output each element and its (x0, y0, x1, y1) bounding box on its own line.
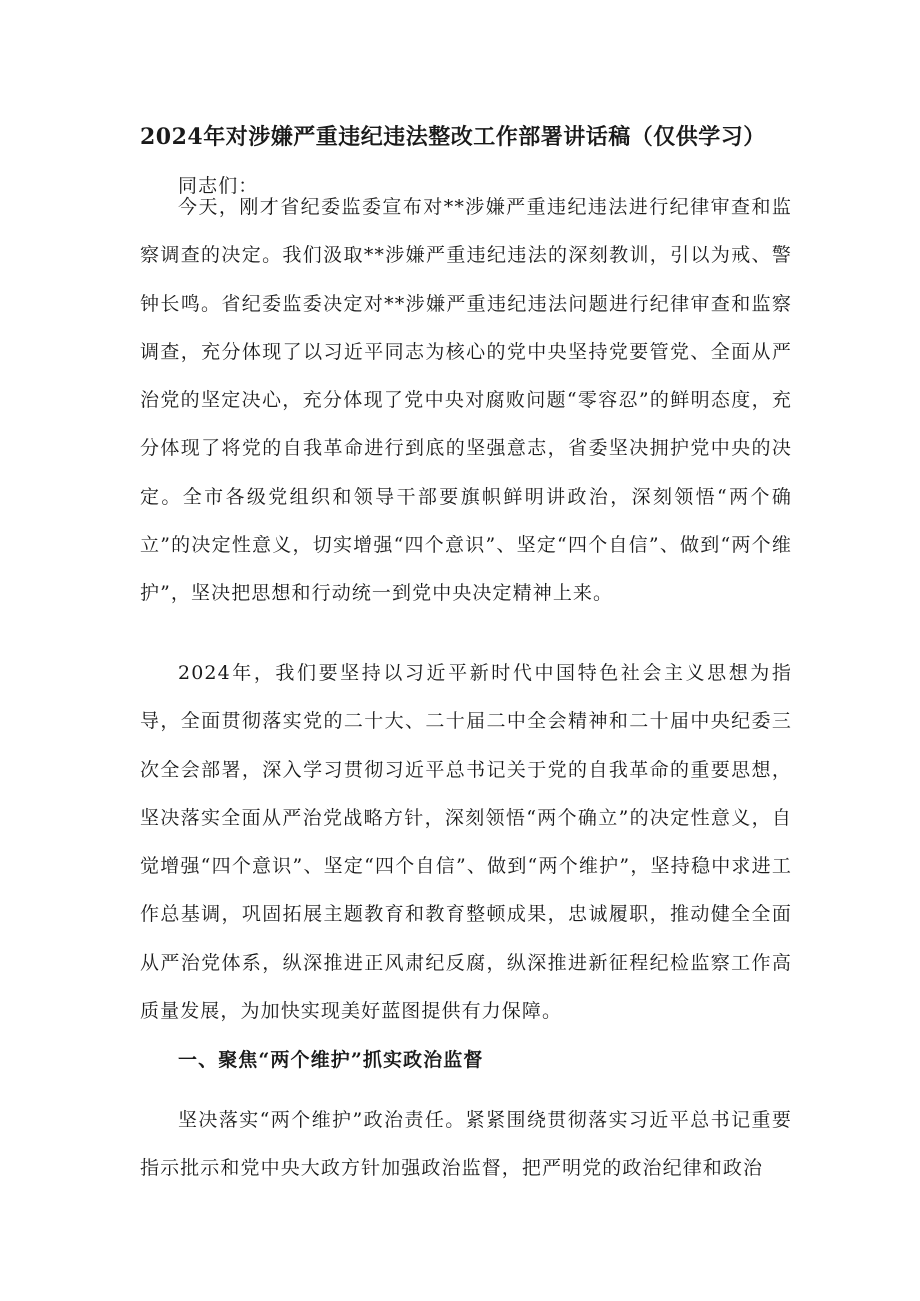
paragraph-section-one: 坚决落实“两个维护”政治责任。紧紧围绕贯彻落实习近平总书记重要指示批示和党中央大政方针加强政治监督，把严明党的政治纪律和政治 (140, 1109, 792, 1180)
salutation: 同志们： (178, 175, 259, 197)
paragraph-2024-goals: 2024年，我们要坚持以习近平新时代中国特色社会主义思想为指导，全面贯彻落实党的二十大、二十届二中全会精神和二十届中央纪委三次全会部署，深入学习贯彻习近平总书记关于党的自我革命的重要思想，坚决落实全面从严治党战略方针，深刻领悟“两个确立”的决定性意义，自觉增强“四个意识”、坚定“四个自信”、做到“两个维护”，坚持稳中求进工作总基调，巩固拓展主题教育和教育整顿成果，忠诚履职，推动健全全面从严治党体系，纵深推进正风肃纪反腐，纵深推进新征程纪检监察工作高质量发展，为加快实现美好蓝图提供有力保障。 (140, 662, 792, 1023)
paragraph-opening: 今天，刚才省纪委监委宣布对**涉嫌严重违纪违法进行纪律审查和监察调查的决定。我们汲取**涉嫌严重违纪违法的深刻教训，引以为戒、警钟长鸣。省纪委监委决定对**涉嫌严重违纪违法问题进行纪律审查和监察调查，充分体现了以习近平同志为核心的党中央坚持党要管党、全面从严治党的坚定决心，充分体现了党中央对腐败问题“零容忍”的鲜明态度，充分体现了将党的自我革命进行到底的坚强意志，省委坚决拥护党中央的决定。全市各级党组织和领导干部要旗帜鲜明讲政治，深刻领悟“两个确立”的决定性意义，切实增强“四个意识”、坚定“四个自信”、做到“两个维护”，坚决把思想和行动统一到党中央决定精神上来。 (140, 196, 792, 605)
section-heading: 一、聚焦“两个维护”抓实政治监督 (178, 1049, 484, 1071)
document-title: 2024年对涉嫌严重违纪违法整改工作部署讲话稿（仅供学习） (140, 124, 766, 150)
